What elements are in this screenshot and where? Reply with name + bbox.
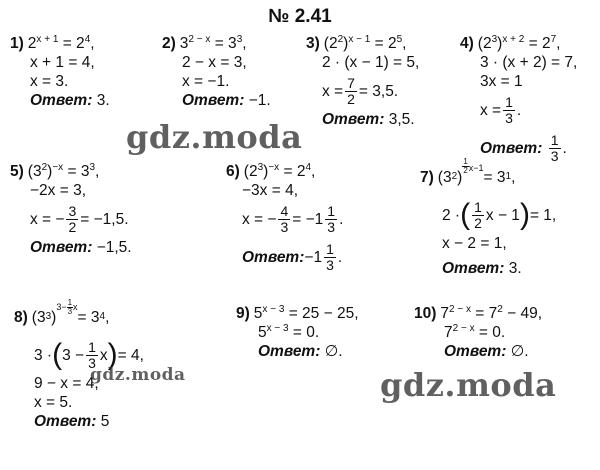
answer-label: Ответ: (258, 343, 321, 360)
problem-9 (236, 304, 359, 361)
equation: 4) $(2^3)^{x + 2} = 2^7$, (460, 33, 561, 52)
answer: Ответ: 3. (442, 260, 522, 277)
problem-number: 4) (460, 35, 474, 52)
answer: Ответ: −1,5. (30, 239, 132, 256)
answer-label: Ответ: (242, 248, 305, 266)
answer: Ответ: ∅. (444, 343, 529, 360)
exercise-number: № 2.41 (268, 6, 332, 27)
step: x + 1 = 4, (30, 54, 95, 71)
equation: 5) $(3^2)^{-x} = 3^3$, (10, 161, 100, 180)
step: x = $\frac{1}{3}$ . (480, 93, 522, 126)
problem-6 (226, 162, 343, 276)
answer: Ответ: −1 $\frac{1}{3}$ . (242, 240, 343, 273)
step: 2 − x = 3, (182, 54, 247, 71)
answer-label: Ответ: (30, 92, 93, 109)
problem-number: 2) (162, 35, 176, 52)
problem-2 (162, 34, 271, 110)
step: 3 · (x + 2) = 7, (480, 54, 578, 71)
step: 3x = 1 (480, 73, 523, 90)
fraction: $\frac{7}{2}$ (347, 74, 355, 107)
problem-number: 10) (414, 305, 437, 322)
fraction: $\frac{1}{2}$ (463, 156, 468, 175)
problem-number: 6) (226, 163, 240, 180)
fraction: $\frac{1}{2}$ (474, 198, 482, 231)
step: $5^{x - 3} = 0$. (258, 322, 320, 341)
watermark: gdz.moda (90, 365, 186, 385)
exponent: $\frac{1}{2}$ x−1 (463, 156, 484, 175)
fraction: $\frac{4}{3}$ (280, 202, 289, 235)
step: 2 · (x − 1) = 5, (322, 54, 420, 71)
problem-number: 1) (10, 35, 24, 52)
answer-label: Ответ: (480, 139, 543, 157)
fraction: $\frac{3}{2}$ (68, 202, 77, 235)
answer: Ответ: ∅. (258, 343, 343, 360)
fraction: $\frac{1}{3}$ (505, 93, 513, 126)
problem-4 (460, 34, 577, 167)
answer-label: Ответ: (34, 413, 97, 430)
problem-number: 9) (236, 305, 250, 322)
problem-number: 5) (10, 163, 24, 180)
equation: 2) $3^{2 - x} = 3^3$, (162, 33, 247, 52)
answer: Ответ: −1. (182, 92, 271, 109)
step: x = − $\frac{3}{2}$ = −1,5. (30, 202, 129, 235)
equation: 8) (3 3 ) 3− $\frac{1}{3}$ x = 3 4 , (14, 297, 110, 326)
problem-number: 7) (420, 168, 434, 186)
problem-number: 3) (306, 35, 320, 52)
answer: Ответ: 3. (30, 92, 110, 109)
problem-5 (10, 162, 132, 257)
problem-10 (414, 304, 542, 361)
watermark: gdz.moda (380, 366, 557, 404)
step: x = − $\frac{4}{3}$ = −1 $\frac{1}{3}$ . (242, 202, 344, 235)
fraction: $\frac{1}{3}$ (88, 338, 96, 371)
answer-label: Ответ: (444, 343, 507, 360)
answer: Ответ: 5 (34, 413, 110, 430)
step: $7^{2 - x} = 0$. (444, 322, 506, 341)
answer-label: Ответ: (442, 260, 505, 277)
problem-7 (420, 158, 556, 278)
fraction: $\frac{1}{3}$ (327, 202, 336, 235)
problem-1 (10, 34, 110, 110)
step: −3x = 4, (242, 182, 299, 199)
step: x = −1. (182, 73, 230, 90)
fraction: $\frac{1}{3}$ (326, 240, 334, 273)
equation: 7) (3 2 ) $\frac{1}{2}$ x−1 = 3 1 , (420, 156, 516, 186)
step: x = 3. (30, 73, 69, 90)
step: x = $\frac{7}{2}$ = 3,5. (322, 74, 399, 107)
equation: 9) $5^{x - 3} = 25 - 25$, (236, 303, 359, 322)
watermark: gdz.moda (126, 118, 303, 156)
equation: 6) $(2^3)^{-x} = 2^4$, (226, 161, 316, 180)
step: 2 · ( $\frac{1}{2}$ x − 1 ) = 1, (442, 198, 557, 231)
step: 9 − x = 4, (34, 375, 99, 392)
step: 3 · ( 3 − $\frac{1}{3}$ x ) = 4, (34, 338, 144, 371)
step: x − 2 = 1, (442, 235, 507, 252)
equation: 10) $7^{2 - x} = 7^2 - 49$, (414, 303, 543, 322)
fraction: $\frac{1}{3}$ (67, 297, 73, 316)
answer: Ответ: 3,5. (322, 111, 415, 128)
answer-label: Ответ: (30, 239, 93, 256)
equation: 3) $(2^2)^{x - 1} = 2^5$, (306, 33, 407, 52)
step: −2x = 3, (30, 182, 87, 199)
equation: 1) $2^{x + 1} = 2^4$, (10, 33, 95, 52)
exponent: 3− $\frac{1}{3}$ x (56, 297, 78, 316)
answer: Ответ: $\frac{1}{3}$ . (480, 131, 567, 164)
problem-number: 8) (14, 308, 28, 326)
answer-label: Ответ: (322, 111, 385, 128)
step: x = 5. (34, 394, 73, 411)
fraction: $\frac{1}{3}$ (550, 131, 559, 164)
problem-3 (306, 34, 419, 129)
answer-label: Ответ: (182, 92, 245, 109)
